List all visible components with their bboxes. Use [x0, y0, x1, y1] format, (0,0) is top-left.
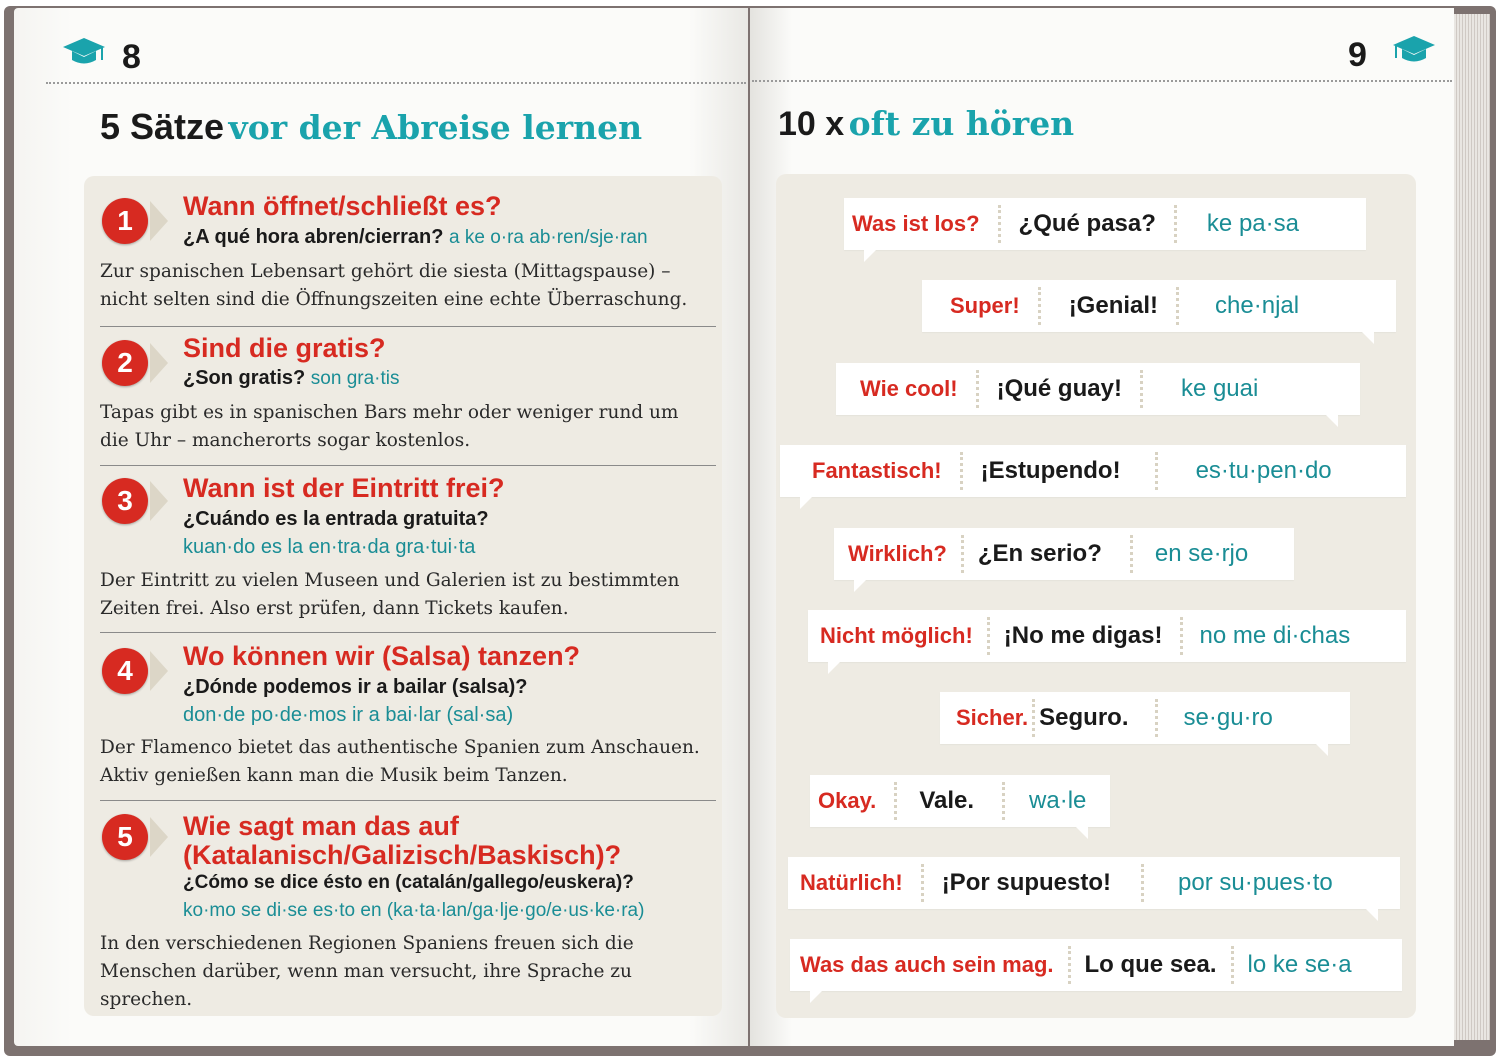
pronunciation: don·de po·de·mos ir a bai·lar (sal·sa) [183, 704, 514, 726]
phrase-bubble: Natürlich! ¡Por supuesto! por su·pues·to [788, 857, 1400, 909]
number-badge: 1 [102, 198, 148, 244]
number-badge: 5 [102, 814, 148, 860]
number-badge: 4 [102, 648, 148, 694]
question-german: Wann öffnet/schließt es? [183, 191, 502, 221]
question-german: Wo können wir (Salsa) tanzen? [183, 641, 581, 671]
page-title: 5 Sätze vor der Abreise lernen [100, 106, 643, 147]
page-title: 10 x oft zu hören [778, 104, 1075, 143]
question-german: Sind die gratis? [183, 333, 386, 363]
number-badge: 3 [102, 478, 148, 524]
separator [100, 326, 716, 327]
phrase-bubble: Okay. Vale. wa·le [810, 775, 1110, 827]
graduation-cap-icon [62, 36, 106, 68]
question-german: Wie sagt man das auf (Katalanisch/Galizisch/Baskisch)? [183, 811, 622, 870]
question-spanish: ¿Dónde podemos ir a bailar (salsa)? [183, 676, 528, 698]
page-number: 8 [122, 38, 141, 76]
pronunciation: ko·mo se di·se es·to en (ka·ta·lan/ga·lje·go/e·us·ke·ra) [183, 900, 645, 921]
phrase-bubble: Fantastisch! ¡Estupendo! es·tu·pen·do [780, 445, 1406, 497]
phrase-bubble: Nicht möglich! ¡No me digas! no me di·chas [808, 610, 1406, 662]
question-spanish: ¿Cuándo es la entrada gratuita? [183, 508, 489, 530]
chevron-icon [150, 481, 168, 521]
header-divider [46, 82, 746, 84]
number-badge: 2 [102, 340, 148, 386]
item-description: Der Flamenco bietet das authentische Spanien zum Anschauen. Aktiv genießen kann man die Musik beim Tanzen. [100, 737, 700, 786]
pronunciation: kuan·do es la en·tra·da gra·tui·ta [183, 536, 476, 558]
question-german: Wann ist der Eintritt frei? [183, 473, 505, 503]
chevron-icon [150, 201, 168, 241]
phrase-bubble: Wie cool! ¡Qué guay! ke guai [836, 363, 1360, 415]
separator [100, 800, 716, 801]
item-description: Der Eintritt zu vielen Museen und Galerien ist zu bestimmten Zeiten frei. Also erst prüfen, dann Tickets kaufen. [100, 570, 680, 619]
chevron-icon [150, 343, 168, 383]
graduation-cap-icon [1392, 34, 1436, 66]
phrase-bubble: Was ist los? ¿Qué pasa? ke pa·sa [844, 198, 1366, 250]
phrase-bubble: Was das auch sein mag. Lo que sea. lo ke se·a [790, 939, 1402, 991]
chevron-icon [150, 651, 168, 691]
separator [100, 632, 716, 633]
phrase-bubble: Super! ¡Genial! che·njal [922, 280, 1396, 332]
phrase-bubble: Sicher. Seguro. se·gu·ro [940, 692, 1350, 744]
question-spanish: ¿A qué hora abren/cierran? a ke o·ra ab·ren/sje·ran [183, 226, 648, 248]
page-edges [1454, 14, 1490, 1040]
page-number: 9 [1348, 36, 1367, 74]
header-divider [752, 80, 1452, 82]
question-spanish: ¿Son gratis? son gra·tis [183, 367, 400, 389]
item-description: Tapas gibt es in spanischen Bars mehr oder weniger rund um die Uhr – mancherorts sogar kostenlos. [100, 402, 679, 451]
item-description: In den verschiedenen Regionen Spaniens freuen sich die Menschen darüber, wenn man versucht, ihre Sprache zu sprechen. [100, 933, 634, 1010]
phrases-box [84, 176, 722, 1016]
phrase-bubble: Wirklich? ¿En serio? en se·rjo [834, 528, 1294, 580]
item-description: Zur spanischen Lebensart gehört die siesta (Mittagspause) – nicht selten sind die Öffnungszeiten eine echte Überraschung. [100, 261, 688, 310]
chevron-icon [150, 817, 168, 857]
separator [100, 465, 716, 466]
question-spanish: ¿Cómo se dice ésto en (catalán/gallego/euskera)? [183, 872, 634, 893]
